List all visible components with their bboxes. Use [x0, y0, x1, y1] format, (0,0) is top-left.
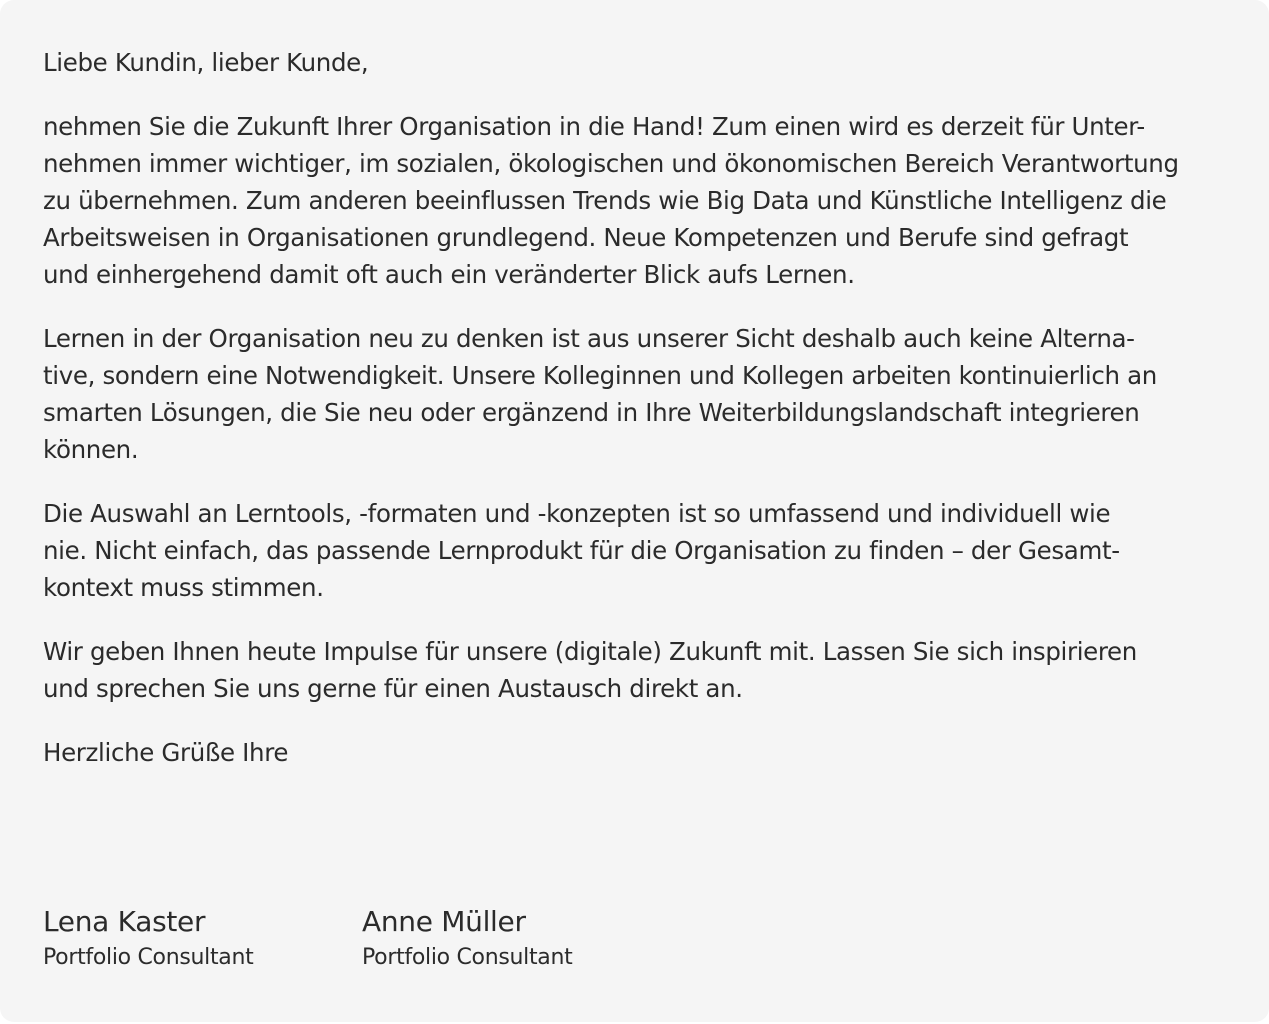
paragraph-line: nie. Nicht einfach, das passende Lernprodukt für die Organisation zu finden – der Gesamt- [43, 536, 1120, 565]
closing: Herzliche Grüße Ihre [43, 738, 289, 767]
paragraph-line: Lernen in der Organisation neu zu denken ist aus unserer Sicht deshalb auch keine Alterna- [43, 324, 1135, 353]
paragraph-line: Arbeitsweisen in Organisationen grundlegend. Neue Kompetenzen und Berufe sind gefragt [43, 223, 1129, 252]
signature-role: Portfolio Consultant [43, 945, 254, 970]
signature-anne-mueller [362, 902, 572, 974]
paragraph-line: smarten Lösungen, die Sie neu oder ergänzend in Ihre Weiterbildungslandschaft integrieren [43, 398, 1140, 427]
letter-body [43, 44, 1233, 771]
paragraph-line: zu übernehmen. Zum anderen beeinflussen Trends wie Big Data und Künstliche Intelligenz die [43, 186, 1167, 215]
paragraph-line: und sprechen Sie uns gerne für einen Austausch direkt an. [43, 674, 743, 703]
paragraph-line: nehmen immer wichtiger, im sozialen, ökologischen und ökonomischen Bereich Verantwortung [43, 149, 1179, 178]
paragraph-3 [43, 495, 1233, 606]
signature-lena-kaster [43, 902, 362, 974]
paragraph-2 [43, 320, 1233, 468]
paragraph-4 [43, 633, 1233, 707]
paragraph-line: können. [43, 435, 139, 464]
signature-name: Lena Kaster [43, 905, 206, 938]
paragraph-line: kontext muss stimmen. [43, 573, 324, 602]
paragraph-line: und einhergehend damit oft auch ein veränderter Blick aufs Lernen. [43, 260, 855, 289]
signature-block [43, 902, 572, 974]
paragraph-line: nehmen Sie die Zukunft Ihrer Organisation in die Hand! Zum einen wird es derzeit für Unter- [43, 112, 1145, 141]
paragraph-line: Die Auswahl an Lerntools, -formaten und -konzepten ist so umfassend und individuell wie [43, 499, 1111, 528]
paragraph-1 [43, 108, 1233, 293]
signature-name: Anne Müller [362, 905, 526, 938]
paragraph-line: tive, sondern eine Notwendigkeit. Unsere Kolleginnen und Kollegen arbeiten kontinuierlich an [43, 361, 1157, 390]
salutation: Liebe Kundin, lieber Kunde, [43, 48, 369, 77]
signature-role: Portfolio Consultant [362, 945, 573, 970]
paragraph-line: Wir geben Ihnen heute Impulse für unsere (digitale) Zukunft mit. Lassen Sie sich inspirieren [43, 637, 1137, 666]
